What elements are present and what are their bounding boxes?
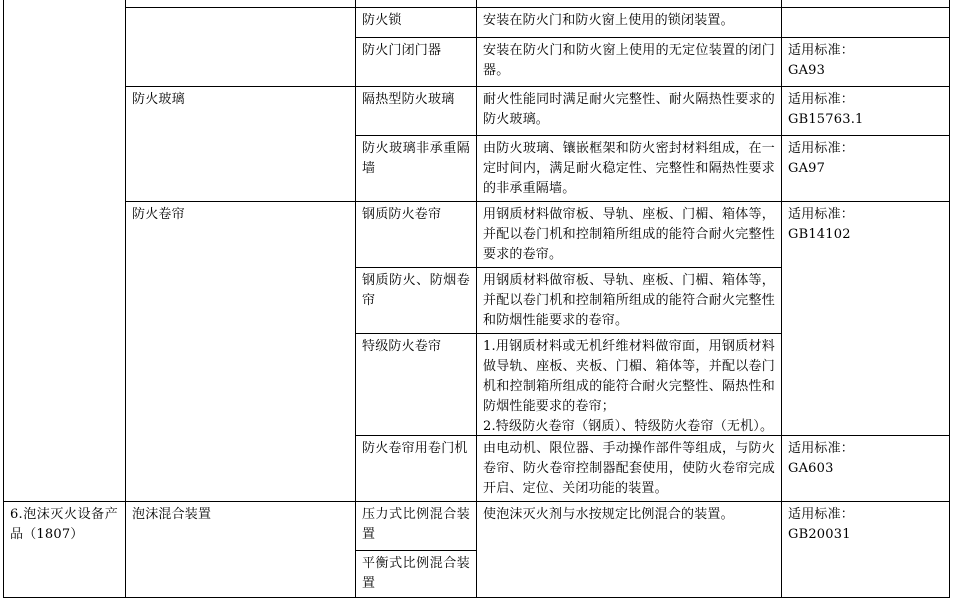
subcategory-cell: 泡沫混合装置 (132, 507, 212, 522)
description-cell: 用钢质材料做帘板、导轨、座板、门楣、箱体等，并配以卷门机和控制箱所组成的能符合耐火完整性要求的卷帘。 (483, 207, 775, 262)
row-divider (355, 333, 781, 334)
standard-cell: 适用标准： GB15763.1 (788, 92, 864, 127)
description-cell: 安装在防火门和防火窗上使用的无定位装置的闭门器。 (483, 43, 775, 78)
subcategory-cell: 防火玻璃 (132, 92, 185, 107)
description-cell: 用钢质材料做帘板、导轨、座板、门楣、箱体等，并配以卷门机和控制箱所组成的能符合耐火完整性和防烟性能要求的卷帘。 (483, 273, 775, 328)
column-divider (949, 0, 950, 598)
description-cell: 1.用钢质材料或无机纤维材料做帘面，用钢质材料做导轨、座板、夹板、门楣、箱体等，并配以卷门机和控制箱所组成的能符合耐火完整性、隔热性和防烟性能要求的卷帘； 2.特级防火卷帘（钢质）、特级防火卷帘（无机）。 (483, 339, 775, 434)
row-divider (125, 201, 949, 202)
subcategory-cell: 防火卷帘 (132, 207, 185, 222)
product-cell: 防火锁 (362, 13, 402, 28)
category-cell: 6.泡沫灭火设备产品（1807） (10, 507, 118, 542)
row-divider (355, 550, 476, 551)
column-divider (355, 0, 356, 598)
standard-cell: 适用标准： GB20031 (788, 507, 855, 542)
column-divider (125, 0, 126, 598)
description-cell: 使泡沫灭火剂与水按规定比例混合的装置。 (483, 507, 734, 522)
description-cell: 耐火性能同时满足耐火完整性、耐火隔热性要求的防火玻璃。 (483, 92, 775, 127)
description-cell: 安装在防火门和防火窗上使用的锁闭装置。 (483, 13, 734, 28)
product-cell: 钢质防火、防烟卷帘 (362, 273, 470, 308)
row-divider (355, 37, 949, 38)
product-cell: 平衡式比例混合装置 (362, 556, 470, 591)
column-divider (781, 0, 782, 598)
product-cell: 压力式比例混合装置 (362, 507, 470, 542)
row-divider (355, 267, 781, 268)
product-cell: 特级防火卷帘 (362, 339, 442, 354)
column-divider (476, 0, 477, 598)
column-divider (3, 0, 4, 598)
standard-cell: 适用标准： GA97 (788, 141, 855, 176)
description-cell: 由电动机、限位器、手动操作部件等组成，与防火卷帘、防火卷帘控制器配套使用，使防火卷帘完成开启、定位、关闭功能的装置。 (483, 441, 775, 496)
description-cell: 由防火玻璃、镶嵌框架和防火密封材料组成，在一定时间内，满足耐火稳定性、完整性和隔热性要求的非承重隔墙。 (483, 141, 775, 196)
product-cell: 防火卷帘用卷门机 (362, 441, 468, 456)
standard-cell: 适用标准： GA603 (788, 441, 855, 476)
product-cell: 钢质防火卷帘 (362, 207, 442, 222)
standard-cell: 适用标准： GA93 (788, 43, 855, 78)
table-top-border (125, 7, 949, 8)
product-cell: 防火玻璃非承重隔墙 (362, 141, 470, 176)
row-divider (355, 135, 949, 136)
row-divider (125, 86, 949, 87)
standard-cell: 适用标准： GB14102 (788, 207, 855, 242)
product-cell: 防火门闭门器 (362, 43, 442, 58)
product-cell: 隔热型防火玻璃 (362, 92, 455, 107)
